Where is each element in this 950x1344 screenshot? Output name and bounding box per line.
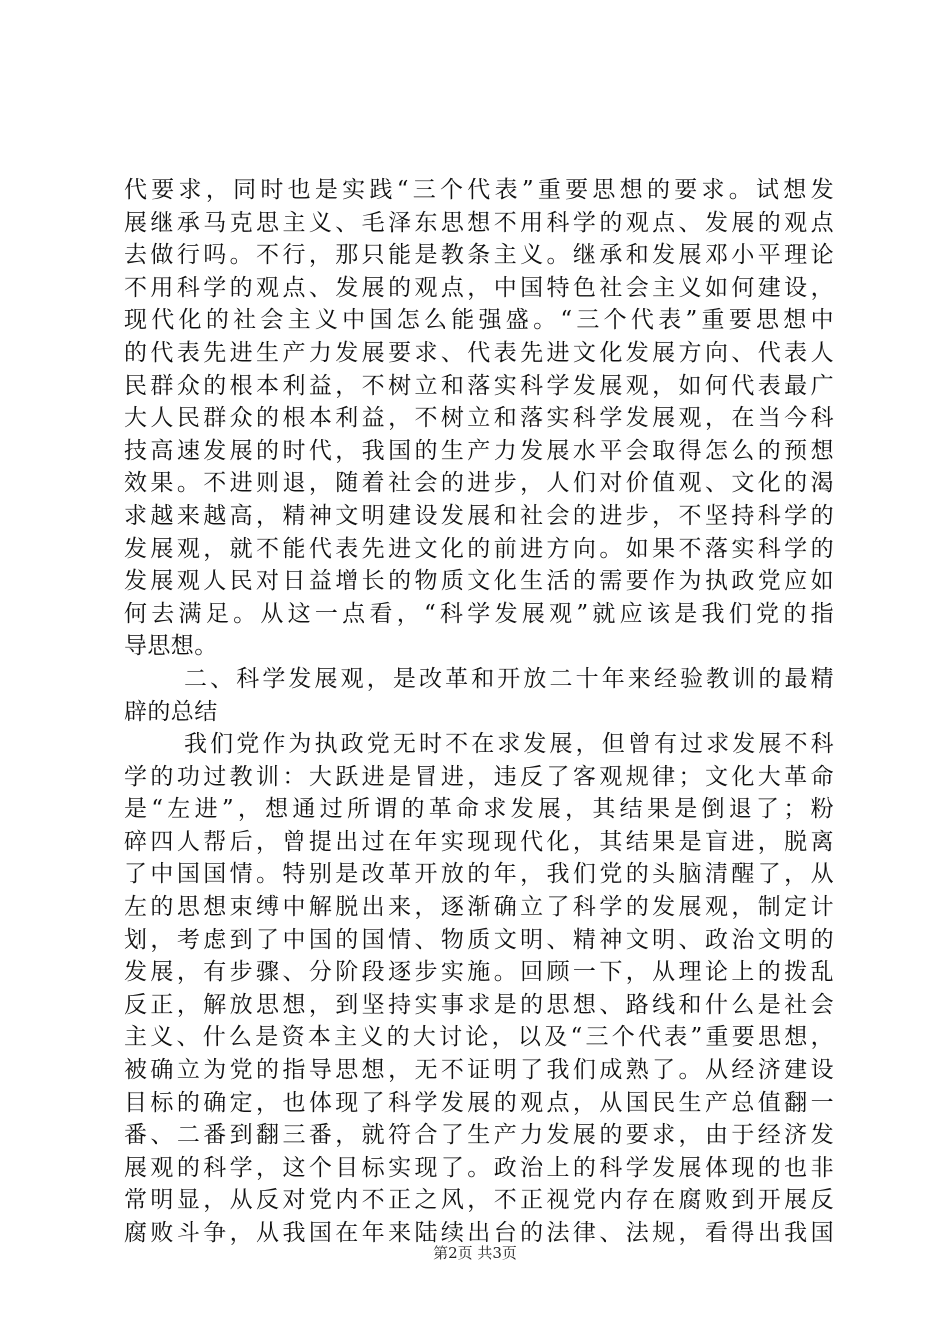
text-line: 主义、什么是资本主义的大讨论，以及“三个代表”重要思想， xyxy=(124,1024,834,1051)
text-line: 何去满足。从这一点看，“科学发展观”就应该是我们党的指 xyxy=(124,600,834,627)
text-line: 展继承马克思主义、毛泽东思想不用科学的观点、发展的观点 xyxy=(124,209,834,236)
text-line: 展观的科学，这个目标实现了。政治上的科学发展体现的也非 xyxy=(124,1154,834,1181)
text-line: 辟的总结 xyxy=(124,698,218,725)
text-line: 民群众的根本利益，不树立和落实科学发展观，如何代表最广 xyxy=(124,372,834,399)
text-line: 目标的确定，也体现了科学发展的观点，从国民生产总值翻一 xyxy=(124,1089,834,1116)
text-line: 反正，解放思想，到坚持实事求是的思想、路线和什么是社会 xyxy=(124,991,834,1018)
text-line: 去做行吗。不行，那只能是教条主义。继承和发展邓小平理论 xyxy=(124,242,834,269)
text-line: 我们党作为执政党无时不在求发展，但曾有过求发展不科 xyxy=(184,731,834,758)
text-line: 代要求，同时也是实践“三个代表”重要思想的要求。试想发 xyxy=(124,177,834,203)
body-text xyxy=(124,174,834,1250)
text-line: 番、二番到翻三番，就符合了生产力发展的要求，由于经济发 xyxy=(124,1122,834,1149)
text-line: 了中国国情。特别是改革开放的年，我们党的头脑清醒了，从 xyxy=(124,861,834,888)
text-line: 效果。不进则退，随着社会的进步，人们对价值观、文化的渴 xyxy=(124,470,834,497)
text-line: 碎四人帮后，曾提出过在年实现现代化，其结果是盲进，脱离 xyxy=(124,828,834,855)
text-line: 学的功过教训：大跃进是冒进，违反了客观规律；文化大革命 xyxy=(124,763,834,790)
text-line: 技高速发展的时代，我国的生产力发展水平会取得怎么的预想 xyxy=(124,437,834,464)
text-line: 的代表先进生产力发展要求、代表先进文化发展方向、代表人 xyxy=(124,339,834,366)
text-line: 发展观人民对日益增长的物质文化生活的需要作为执政党应如 xyxy=(124,568,834,595)
text-line: 是“左进”，想通过所谓的革命求发展，其结果是倒退了；粉 xyxy=(124,796,834,823)
text-line: 求越来越高，精神文明建设发展和社会的进步，不坚持科学的 xyxy=(124,502,834,529)
text-line: 被确立为党的指导思想，无不证明了我们成熟了。从经济建设 xyxy=(124,1057,834,1084)
text-line: 发展观，就不能代表先进文化的前进方向。如果不落实科学的 xyxy=(124,535,834,562)
text-line: 常明显，从反对党内不正之风，不正视党内存在腐败到开展反 xyxy=(124,1187,834,1214)
text-line: 二、科学发展观，是改革和开放二十年来经验教训的最精 xyxy=(184,665,834,692)
text-line: 大人民群众的根本利益，不树立和落实科学发展观，在当今科 xyxy=(124,405,834,432)
page-number-footer: 第2页 共3页 xyxy=(433,1244,517,1262)
text-line: 现代化的社会主义中国怎么能强盛。“三个代表”重要思想中 xyxy=(124,307,834,334)
text-line: 划，考虑到了中国的国情、物质文明、精神文明、政治文明的 xyxy=(124,926,834,953)
text-line: 发展，有步骤、分阶段逐步实施。回顾一下，从理论上的拨乱 xyxy=(124,959,834,986)
text-line: 不用科学的观点、发展的观点，中国特色社会主义如何建设， xyxy=(124,274,834,301)
text-line: 导思想。 xyxy=(124,633,218,660)
text-line: 腐败斗争，从我国在年来陆续出台的法律、法规，看得出我国 xyxy=(124,1220,834,1246)
text-line: 左的思想束缚中解脱出来，逐渐确立了科学的发展观，制定计 xyxy=(124,894,834,921)
